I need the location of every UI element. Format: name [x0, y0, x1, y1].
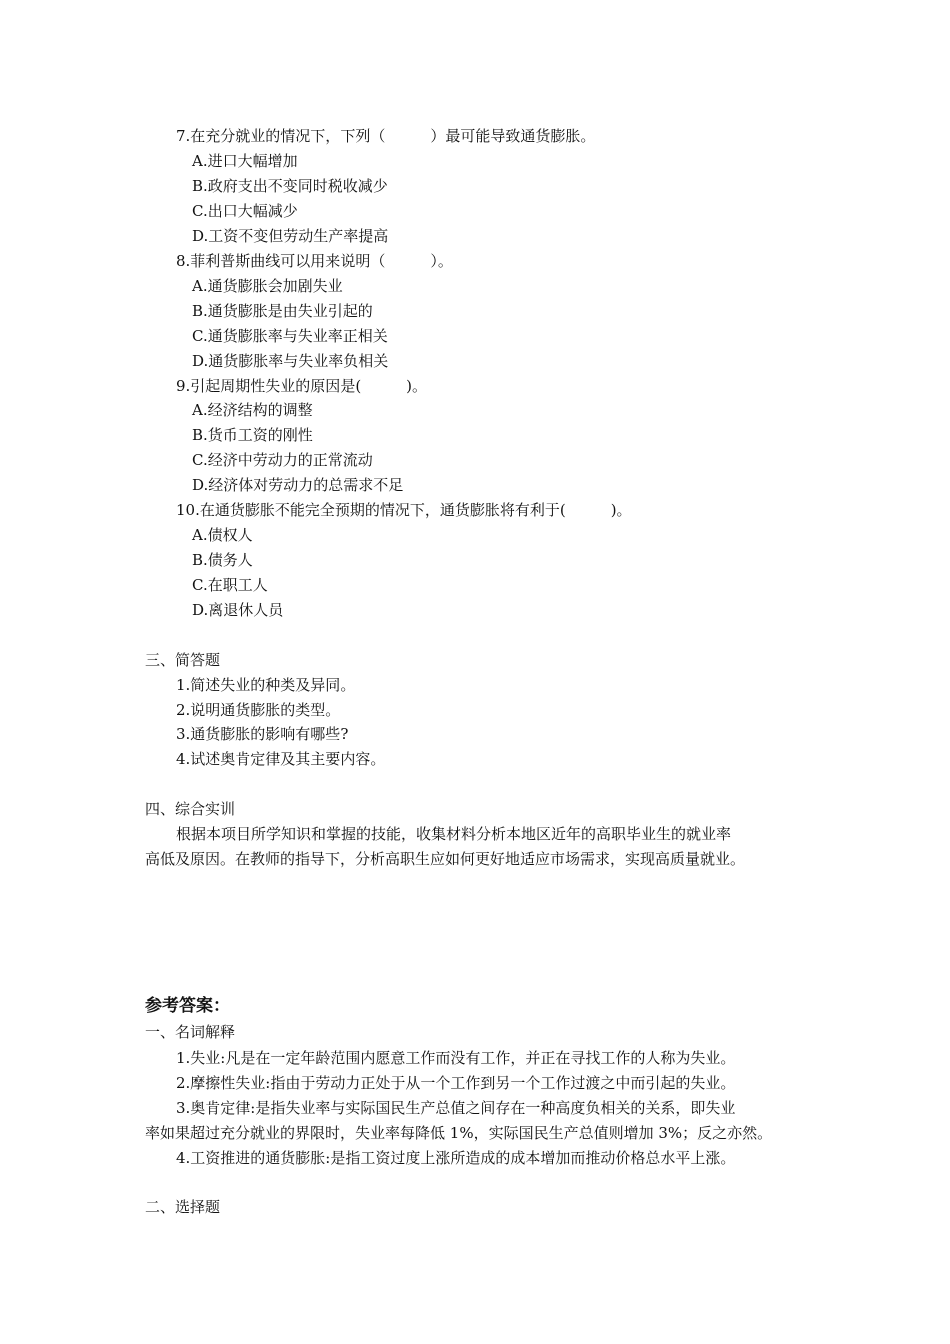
question-9-option-a: A.经济结构的调整	[192, 401, 313, 419]
question-7-option-b: B.政府支出不变同时税收减少	[192, 177, 388, 195]
question-10-option-a: A.债权人	[192, 526, 253, 544]
question-9-option-d: D.经济体对劳动力的总需求不足	[192, 476, 404, 494]
answers-section-2-heading: 二、选择题	[145, 1198, 221, 1216]
answer-1: 1.失业:凡是在一定年龄范围内愿意工作而没有工作，并正在寻找工作的人称为失业。	[176, 1049, 736, 1067]
question-8-option-b: B.通货膨胀是由失业引起的	[192, 302, 373, 320]
answers-title: 参考答案：	[145, 996, 230, 1016]
question-10-stem: 10.在通货膨胀不能完全预期的情况下，通货膨胀将有利于( )。	[176, 501, 632, 519]
question-9-stem: 9.引起周期性失业的原因是( )。	[176, 377, 428, 395]
question-8-option-d: D.通货膨胀率与失业率负相关	[192, 352, 389, 370]
short-answer-item-3: 3.通货膨胀的影响有哪些?	[176, 725, 349, 743]
question-10-option-c: C.在职工人	[192, 576, 268, 594]
question-9-option-b: B.货币工资的刚性	[192, 426, 313, 444]
question-8-option-a: A.通货膨胀会加剧失业	[192, 277, 343, 295]
practice-paragraph-line-1: 根据本项目所学知识和掌握的技能，收集材料分析本地区近年的高职毕业生的就业率	[176, 825, 732, 843]
answer-3-line-1: 3.奥肯定律:是指失业率与实际国民生产总值之间存在一种高度负相关的关系，即失业	[176, 1099, 736, 1117]
question-7-option-c: C.出口大幅减少	[192, 202, 298, 220]
practice-paragraph-line-2: 高低及原因。在教师的指导下，分析高职生应如何更好地适应市场需求，实现高质量就业。	[145, 850, 746, 868]
question-7-stem: 7.在充分就业的情况下，下列（ ）最可能导致通货膨胀。	[176, 127, 596, 145]
practice-heading: 四、综合实训	[145, 800, 236, 818]
short-answer-item-2: 2.说明通货膨胀的类型。	[176, 701, 341, 719]
answer-2: 2.摩擦性失业:指由于劳动力正处于从一个工作到另一个工作过渡之中而引起的失业。	[176, 1074, 736, 1092]
question-8-option-c: C.通货膨胀率与失业率正相关	[192, 327, 388, 345]
answer-3-line-2: 率如果超过充分就业的界限时，失业率每降低 1%，实际国民生产总值则增加 3%；反之亦然。	[145, 1124, 773, 1142]
question-8-stem: 8.菲利普斯曲线可以用来说明（ ）。	[176, 252, 453, 270]
question-7-option-a: A.进口大幅增加	[192, 152, 298, 170]
answers-section-1-heading: 一、名词解释	[145, 1023, 236, 1041]
short-answer-item-1: 1.简述失业的种类及异同。	[176, 676, 356, 694]
question-10-option-b: B.债务人	[192, 551, 253, 569]
short-answer-heading: 三、简答题	[145, 651, 221, 669]
short-answer-item-4: 4.试述奥肯定律及其主要内容。	[176, 750, 386, 768]
question-7-option-d: D.工资不变但劳动生产率提高	[192, 227, 389, 245]
question-10-option-d: D.离退休人员	[192, 601, 284, 619]
question-9-option-c: C.经济中劳动力的正常流动	[192, 451, 373, 469]
answer-4: 4.工资推进的通货膨胀:是指工资过度上涨所造成的成本增加而推动价格总水平上涨。	[176, 1149, 736, 1167]
